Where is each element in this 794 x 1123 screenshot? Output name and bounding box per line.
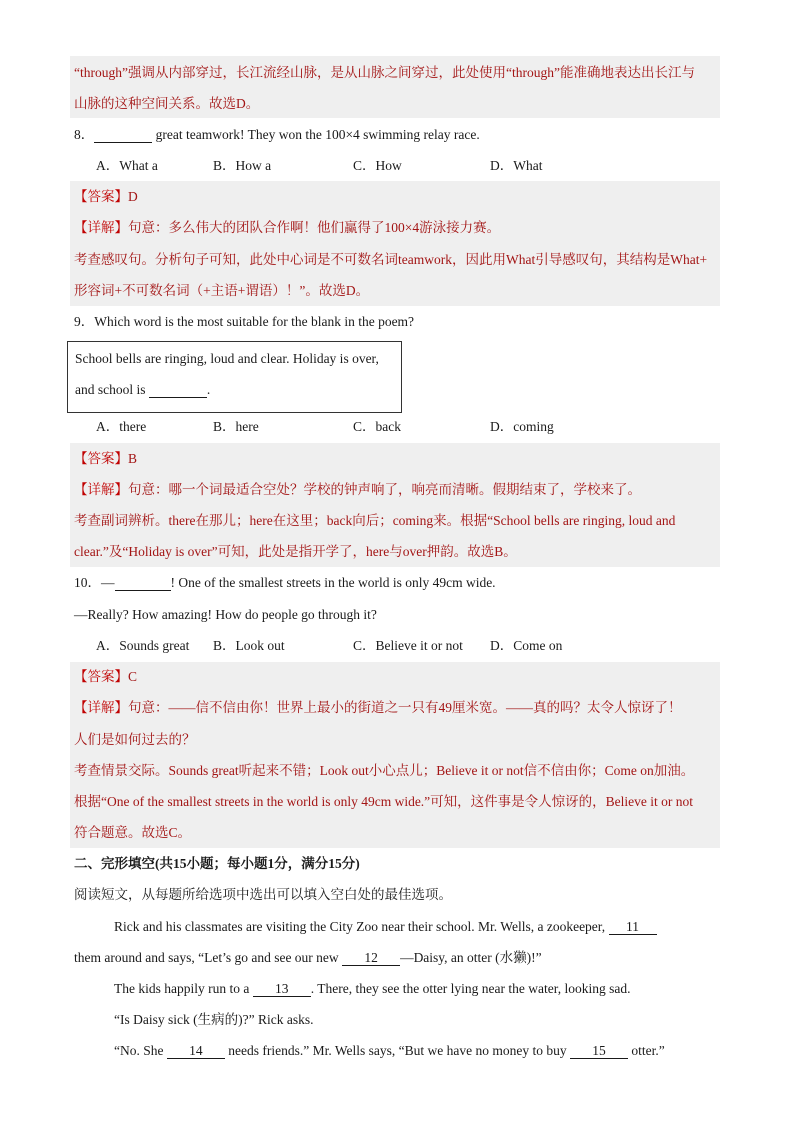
q9-answer [74, 448, 137, 470]
answer-value: B [128, 451, 138, 466]
passage-text: Rick and his classmates are visiting the City Zoo near their school. Mr. Wells, a zookeeper, [114, 919, 609, 934]
q10-detail-line2: 人们是如何过去的？ [74, 732, 196, 747]
poem-period: . [206, 382, 211, 397]
blank-11: 11 [609, 919, 657, 935]
question-number: 9． [74, 314, 95, 329]
q9-option-c: C．back [353, 419, 401, 434]
passage-text: otter.” [627, 1043, 665, 1058]
q8-option-b: B．How a [213, 158, 272, 173]
answer-value: C [128, 669, 138, 684]
detail-text: 句意：——信不信由你！世界上最小的街道之一只有49厘米宽。——真的吗？太令人惊讶了！ [128, 700, 682, 715]
q8-answer [74, 186, 138, 208]
q10-option-c: C．Believe it or not [353, 638, 463, 653]
prev-explain-line2: 山脉的这种空间关系。故选D。 [74, 96, 260, 111]
passage-text: “No. She [114, 1043, 167, 1058]
q10-reply: —Really? How amazing! How do people go through it? [74, 607, 377, 622]
answer-value: D [128, 189, 138, 204]
blank-14: 14 [167, 1043, 225, 1059]
question-text: ! One of the smallest streets in the world is only 49cm wide. [170, 575, 496, 590]
passage-text: —Daisy, an otter (水獭)!” [400, 950, 542, 965]
passage-text: . There, they see the otter lying near the water, looking sad. [310, 981, 631, 996]
question-10 [74, 572, 496, 594]
passage-line5 [114, 1040, 665, 1062]
question-9 [74, 311, 414, 333]
passage-text: them around and says, “Let’s go and see our new [74, 950, 343, 965]
q9-detail-line1 [74, 479, 641, 501]
answer-label: 【答案】 [74, 669, 128, 684]
q8-option-c: C．How [353, 158, 402, 173]
q8-option-d: D．What [490, 158, 543, 173]
q9-option-a: A．there [96, 419, 147, 434]
passage-text: needs friends.” Mr. Wells says, “But we have no money to buy [224, 1043, 570, 1058]
explanation-block-q10 [70, 662, 720, 848]
question-text: great teamwork! They won the 100×4 swimming relay race. [152, 127, 480, 142]
q8-option-a: A．What a [96, 158, 158, 173]
answer-blank [149, 382, 207, 398]
q10-option-b: B．Look out [213, 638, 285, 653]
passage-line4: “Is Daisy sick (生病的)?” Rick asks. [114, 1012, 314, 1027]
detail-text: 句意：多么伟大的团队合作啊！他们赢得了100×4游泳接力赛。 [128, 220, 501, 235]
question-number: 8． [74, 127, 95, 142]
q10-detail-line3: 考查情景交际。Sounds great听起来不错；Look out小心点儿；Believe it or not信不信由你；Come on加油。 [74, 763, 695, 778]
q9-option-b: B．here [213, 419, 259, 434]
detail-label: 【详解】 [74, 482, 128, 497]
passage-text: The kids happily run to a [114, 981, 253, 996]
q10-option-a: A．Sounds great [96, 638, 190, 653]
section-heading: 二、完形填空(共15小题；每小题1分，满分15分) [74, 856, 360, 871]
question-number: 10．— [74, 575, 115, 590]
answer-blank [115, 575, 171, 591]
q9-option-d: D．coming [490, 419, 554, 434]
poem-text: and school is [75, 382, 149, 397]
blank-12: 12 [342, 950, 400, 966]
detail-text: 句意：哪一个词最适合空处？学校的钟声响了，响亮而清晰。假期结束了，学校来了。 [128, 482, 641, 497]
answer-label: 【答案】 [74, 189, 128, 204]
q10-option-d: D．Come on [490, 638, 563, 653]
q9-detail-line3: clear.”及“Holiday is over”可知，此处是指开学了，here与over押韵。故选B。 [74, 544, 517, 559]
section-instruction: 阅读短文，从每题所给选项中选出可以填入空白处的最佳选项。 [74, 887, 452, 902]
detail-label: 【详解】 [74, 220, 128, 235]
poem-line1: School bells are ringing, loud and clear. Holiday is over, [75, 351, 379, 366]
question-8 [74, 124, 480, 146]
q8-detail-line2: 考查感叹句。分析句子可知，此处中心词是不可数名词teamwork，因此用What引导感叹句，其结构是What+ [74, 252, 708, 267]
answer-label: 【答案】 [74, 451, 128, 466]
passage-line3 [114, 978, 630, 1000]
q10-detail-line1 [74, 697, 682, 719]
q10-answer [74, 666, 137, 688]
q10-detail-line5: 符合题意。故选C。 [74, 825, 192, 840]
detail-label: 【详解】 [74, 700, 128, 715]
poem-line2 [75, 379, 210, 401]
passage-line2 [74, 947, 542, 969]
q10-detail-line4: 根据“One of the smallest streets in the world is only 49cm wide.”可知，这件事是令人惊讶的，Believe it or not [74, 794, 694, 809]
question-text: Which word is the most suitable for the blank in the poem? [94, 314, 415, 329]
answer-blank [94, 127, 152, 143]
q8-detail-line1 [74, 217, 500, 239]
q9-detail-line2: 考查副词辨析。there在那儿；here在这里；back向后；coming来。根据“School bells are ringing, loud and [74, 513, 676, 528]
prev-explain-line1: “through”强调从内部穿过，长江流经山脉，是从山脉之间穿过，此处使用“through”能准确地表达出长江与 [74, 65, 695, 80]
blank-13: 13 [253, 981, 311, 997]
blank-15: 15 [570, 1043, 628, 1059]
q8-detail-line3: 形容词+不可数名词（+主语+谓语）！”。故选D。 [74, 283, 370, 298]
passage-line1 [114, 916, 657, 938]
